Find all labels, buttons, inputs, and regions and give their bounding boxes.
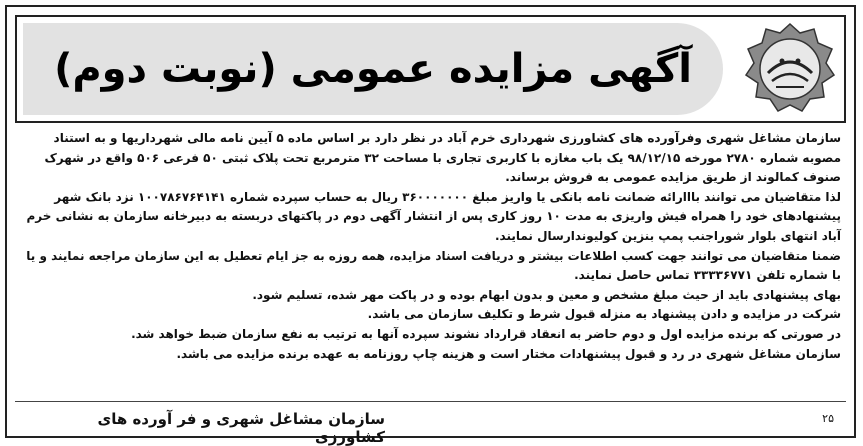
notice-body: [21, 129, 841, 364]
paragraph-forfeit: در صورتی که برنده مزایده اول و دوم حاضر به انعقاد قرارداد نشوند سپرده آنها به ترتیب به نفع سازمان ضبط خواهد شد.: [131, 326, 841, 341]
page-number: ۲۵: [822, 412, 834, 425]
paragraph-acceptance: شرکت در مزایده و دادن پیشنهاد به منزله قبول شرط و تکلیف سازمان می باشد.: [367, 307, 841, 322]
paragraph-contact: ضمنا متقاضیان می توانند جهت کسب اطلاعات بیشتر و دریافت اسناد مزایده، همه روزه به جز ایام تعطیل به این سازمان مراجعه نمایند و یا با شماره تلفن ۳۳۳۳۶۷۷۱ تماس حاصل نمایند.: [26, 248, 841, 283]
notice-footer: [15, 401, 846, 446]
logo-emblem-icon: [742, 21, 838, 117]
paragraph-deposit: لذا متقاضیان می توانند بااارائه ضمانت نامه بانکی یا واریز مبلغ ۳۶۰۰۰۰۰۰۰ ریال به حساب سپرده شماره ۱۰۰۷۸۶۷۶۴۱۴۱ نزد بانک شهر پیشنهادهای خود را همراه فیش واریزی به مدت ۱۰ روز کاری پس از انتشار آگهی دوم در پاکتهای دربسته به دبیرخانه سازمان به نشانی خرم آباد انتهای بلوار شوراجنب پمپ بنزین کولیوندارسال نمایند.: [26, 189, 841, 243]
notice-header: [15, 15, 846, 123]
paragraph-rights: سازمان مشاغل شهری در رد و قبول پیشنهادات مختار است و هزینه چاپ روزنامه به عهده برنده مزایده می باشد.: [176, 346, 841, 361]
municipality-logo: [742, 21, 838, 117]
notice-frame: [5, 5, 856, 446]
title-banner: [23, 23, 723, 115]
footer-organization: سازمان مشاغل شهری و فر آورده های کشاورزی: [97, 410, 385, 446]
paragraph-bid-terms: بهای پیشنهادی باید از حیث مبلغ مشخص و معین و بدون ابهام بوده و در پاکت مهر شده، تسلیم شود.: [252, 287, 841, 302]
notice-title: آگهی مزایده عمومی (نوبت دوم): [54, 46, 692, 92]
paragraph-intro: سازمان مشاغل شهری وفرآورده های کشاورزی شهرداری خرم آباد در نظر دارد بر اساس ماده ۵ آیین نامه مالی شهرداریها و به استناد مصوبه شماره ۲۷۸۰ مورخه ۹۸/۱۲/۱۵ یک باب مغازه با کاربری تجاری با مساحت ۳۲ مترمربع تحت پلاک ثبتی ۵۰ فرعی ۵۰۶ واقع در شهرک صنوف کمالوند از طریق مزایده عمومی به فروش برساند.: [44, 131, 841, 185]
